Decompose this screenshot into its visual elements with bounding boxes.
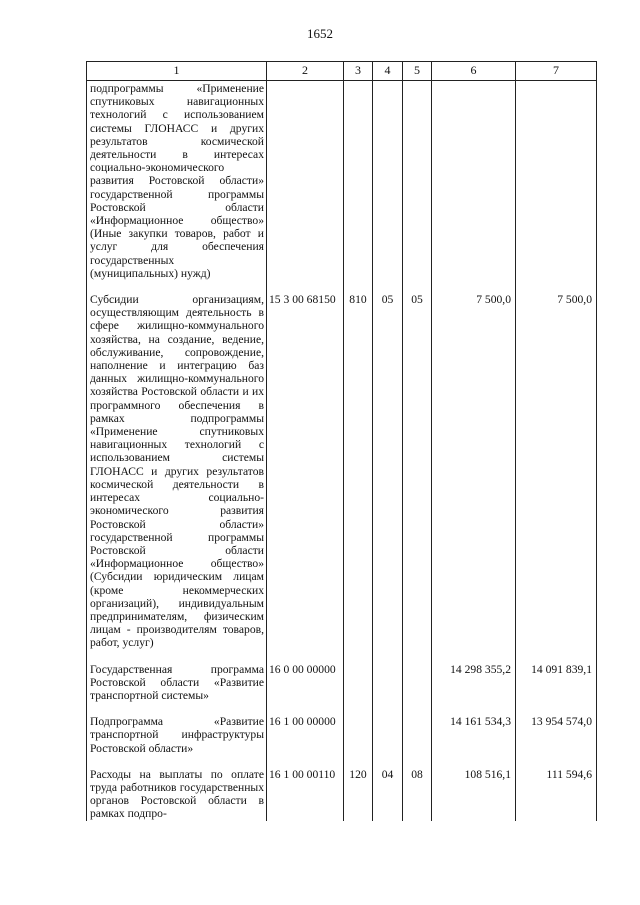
header-cell-5: 5 <box>403 62 432 81</box>
table-row <box>87 663 597 703</box>
row-section: 05 <box>373 293 403 649</box>
row-section <box>373 81 403 281</box>
row-name: Субсидии организациям, осуществляющим деятельность в сфере жилищно-коммунального хозяйства, на создание, ведение, обслуживание, сопровождение, наполнение и интеграцию баз данных жилищно-коммунального хозяйства Ростовской области и их программного обеспечения в рамках подпрограммы «Применение спутниковых навигационных технологий с использованием системы ГЛОНАСС и других результатов космической деятельности в интересах социально-экономического развития Ростовской области» государственной программы Ростовской области «Информационное общество» (Субсидии юридическим лицам (кроме некоммерческих организаций), индивидуальным предпринимателям, физическим лицам - производителям товаров, работ, услуг) <box>87 293 267 649</box>
row-sum-year-2 <box>516 81 597 281</box>
table-row <box>87 293 597 649</box>
row-target-code: 15 3 00 68150 <box>267 293 344 649</box>
row-sum-year-1 <box>432 81 516 281</box>
row-target-code: 16 0 00 00000 <box>267 663 344 703</box>
table-row <box>87 768 597 821</box>
row-section: 04 <box>373 768 403 821</box>
row-subsection <box>403 715 432 755</box>
row-name: Государственная программа Ростовской области «Развитие транспортной системы» <box>87 663 267 703</box>
row-expense-type <box>344 81 373 281</box>
header-cell-4: 4 <box>373 62 403 81</box>
row-sum-year-2: 7 500,0 <box>516 293 597 649</box>
row-sum-year-1: 14 161 534,3 <box>432 715 516 755</box>
row-subsection: 05 <box>403 293 432 649</box>
row-sum-year-1: 14 298 355,2 <box>432 663 516 703</box>
table-row <box>87 81 597 281</box>
header-cell-7: 7 <box>516 62 597 81</box>
page-number: 1652 <box>307 26 333 41</box>
row-section <box>373 663 403 703</box>
row-sum-year-2: 111 594,6 <box>516 768 597 821</box>
row-sum-year-1: 108 516,1 <box>432 768 516 821</box>
row-target-code <box>267 81 344 281</box>
header-cell-2: 2 <box>267 62 344 81</box>
row-sum-year-2: 13 954 574,0 <box>516 715 597 755</box>
row-target-code: 16 1 00 00110 <box>267 768 344 821</box>
header-cell-6: 6 <box>432 62 516 81</box>
row-name: Расходы на выплаты по оплате труда работников государственных органов Ростовской области в рамках подпро- <box>87 768 267 821</box>
row-name: Подпрограмма «Развитие транспортной инфраструктуры Ростовской области» <box>87 715 267 755</box>
row-sum-year-1: 7 500,0 <box>432 293 516 649</box>
table-row <box>87 715 597 755</box>
row-sum-year-2: 14 091 839,1 <box>516 663 597 703</box>
row-expense-type <box>344 715 373 755</box>
row-name: подпрограммы «Применение спутниковых навигационных технологий с использованием системы ГЛОНАСС и других результатов космической деятельности в интересах социально-экономического развития Ростовской области» государственной программы Ростовской области «Информационное общество» (Иные закупки товаров, работ и услуг для обеспечения государственных (муниципальных) нужд) <box>87 81 267 281</box>
row-section <box>373 715 403 755</box>
budget-table <box>86 61 597 821</box>
row-expense-type: 120 <box>344 768 373 821</box>
header-cell-1: 1 <box>87 62 267 81</box>
header-row <box>87 62 597 81</box>
row-subsection <box>403 663 432 703</box>
row-expense-type <box>344 663 373 703</box>
row-subsection: 08 <box>403 768 432 821</box>
header-cell-3: 3 <box>344 62 373 81</box>
row-subsection <box>403 81 432 281</box>
row-expense-type: 810 <box>344 293 373 649</box>
row-target-code: 16 1 00 00000 <box>267 715 344 755</box>
